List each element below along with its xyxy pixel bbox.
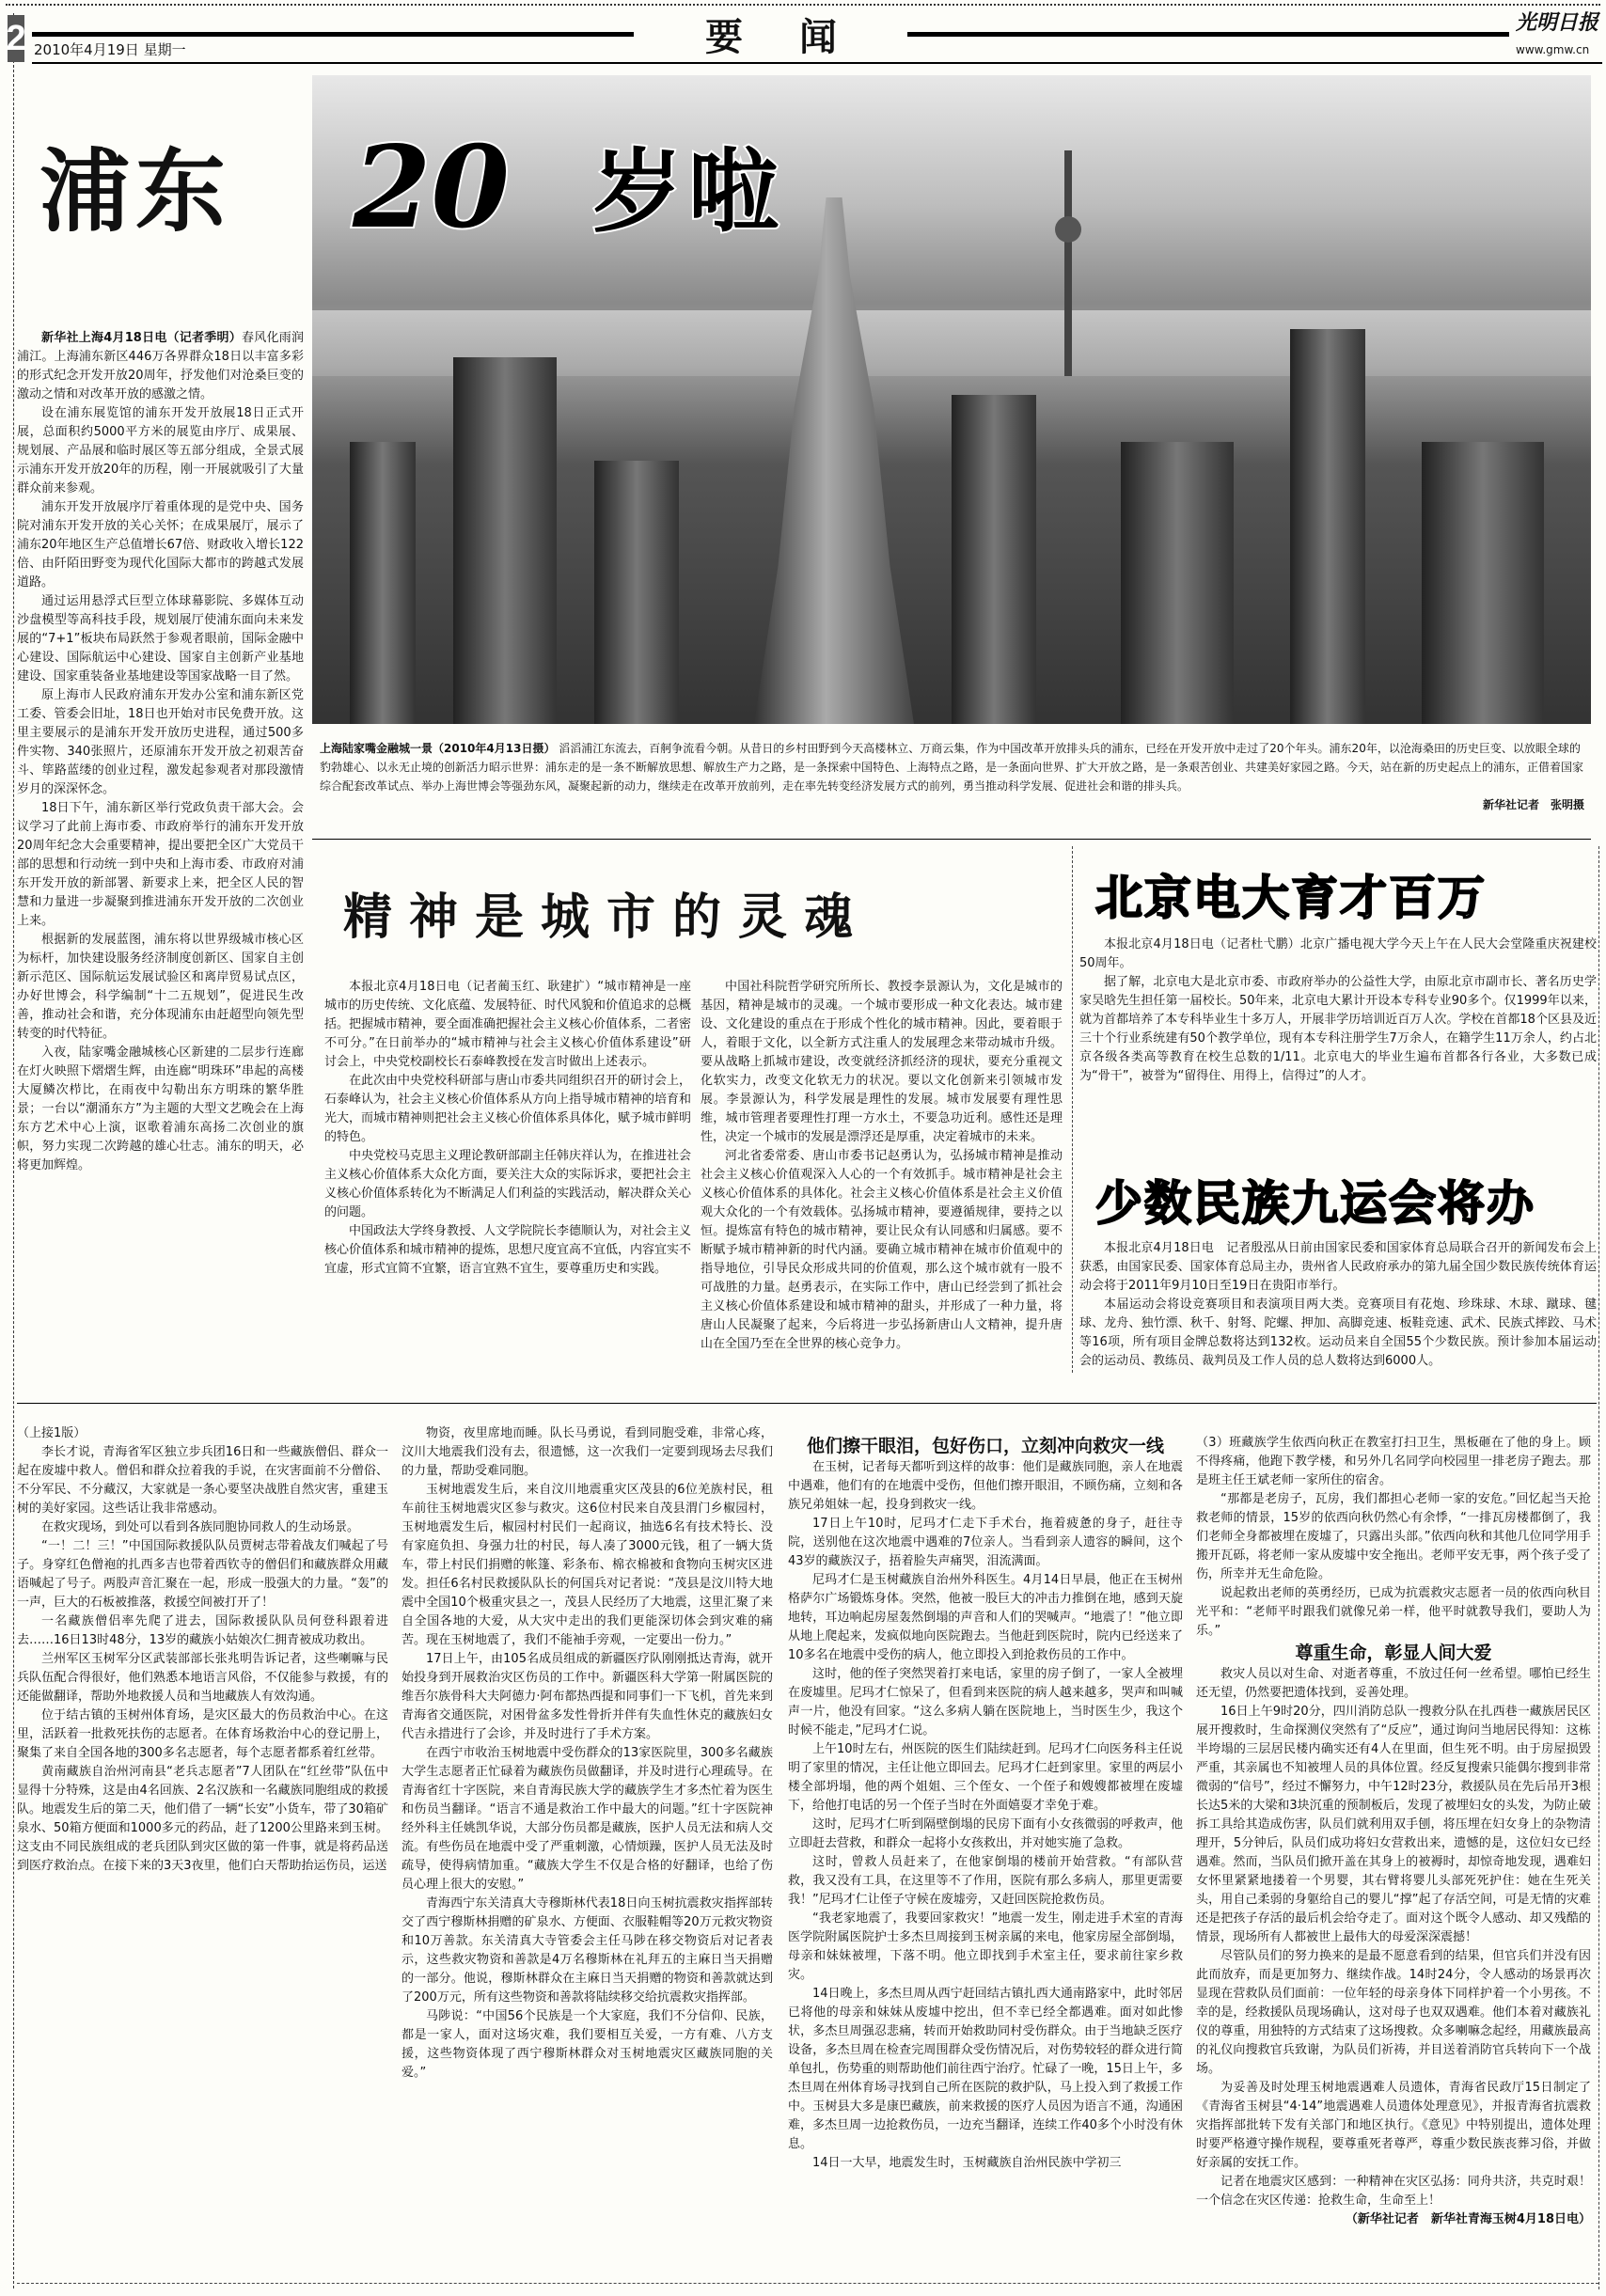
- quake-paragraph: 救灾人员以对生命、对逝者尊重，不放过任何一丝希望。哪怕已经生还无望，仍然要把遗体找到，妥善处理。: [1196, 1667, 1591, 1700]
- section-title: 要闻: [705, 15, 893, 59]
- photo-building: [453, 357, 557, 724]
- ethnic-games-paragraph: 本届运动会将设竞赛项目和表演项目两大类。竞赛项目有花炮、珍珠球、木球、蹴球、毽球、龙舟、独竹漂、秋千、射弩、陀螺、押加、高脚竞速、板鞋竞速、武术、民族式摔跤、马术等16项，所有项目金牌总数将达到132枚。运动员来自全国55个少数民族。预计参加本届运动会的运动员、教练员、裁判员及工作人员的总人数将达到6000人。: [1079, 1297, 1597, 1368]
- quake-paragraph: 玉树地震发生后，来自汶川地震重灾区茂县的6位羌族村民，租车前往玉树地震灾区参与救灾。这6位村民来自茂县渭门乡椒园村，玉树地震发生后，椒园村村民们一起商议，抽选6名有技术特长、没有家庭负担、身强力壮的村民，每人凑了3000元钱，租了一辆大货车，带上村民们捐赠的帐篷、彩条布、棉衣棉被和食物向玉树灾区进发。担任6名村民救援队队长的何国兵对记者说：“茂县是汶川特大地震中全国10个极重灾县之一，茂县人民经历了大地震，这里汇聚了来自全国各地的大爱，从大灾中走出的我们更能深切体会到灾难的痛苦。现在玉树地震了，我们不能袖手旁观，一定要出一份力。”: [402, 1483, 773, 1647]
- lead-dateline: 新华社上海4月18日电（记者季明）: [41, 331, 243, 345]
- lead-headline-part1: 浦东: [39, 142, 231, 243]
- quake-col-2: [402, 1424, 773, 2280]
- quake-paragraph: 在西宁市收治玉树地震中受伤群众的13家医院里，300多名藏族大学生志愿者正忙碌着为藏族伤员做翻译，并及时进行心理疏导。在青海省红十字医院，来自青海民族大学的藏族学生才多杰忙着为医生和伤员当翻译。“语言不通是救治工作中最大的问题。”红十字医院神经外科主任姚凯华说，大部分伤员都是藏族，医护人员无法和病人交流。有些伤员在地震中受了严重刺激，心情烦躁，医护人员无法及时疏导，使得病情加重。“藏族大学生不仅是合格的好翻译，也给了伤员心理上很大的安慰。”: [402, 1746, 773, 1892]
- photo-building: [1290, 329, 1365, 724]
- lead-paragraph: [17, 329, 304, 404]
- quake-paragraph: 在救灾现场，到处可以看到各族同胞协同救人的生动场景。: [41, 1520, 360, 1534]
- city-spirit-col-1: [324, 978, 691, 1279]
- quake-paragraph: 记者在地震灾区感到：一种精神在灾区弘扬：同舟共济，共克时艰！一个信念在灾区传递：抢救生命，生命至上！: [1196, 2175, 1591, 2208]
- tv-university-headline: 北京电大育才百万: [1095, 872, 1487, 924]
- quake-paragraph: 上午10时左右，州医院的医生们陆续赶到。尼玛才仁向医务科主任说明了家里的情况，主任让他立即回去。尼玛才仁赶到家里。家里的两层小楼全部坍塌，他的两个姐姐、三个侄女、一个侄子和嫂嫂都被埋在废墟下，给他打电话的另一个侄子当时在外面嬉耍才幸免于难。: [788, 1742, 1183, 1813]
- column-divider: [1072, 846, 1073, 1373]
- quake-paragraph: 17日上午，由105名成员组成的新疆医疗队刚刚抵达青海，就开始投身到开展救治灾区伤员的工作中。新疆医科大学第一附属医院的维吾尔族骨科大夫阿德力·阿布都热西提和同事们一下飞机，首先来到青海省交通医院，对困骨盆多发性骨折并伴有失血性休克的藏族妇女代吉永措进行了会诊，并及时进行了手术方案。: [402, 1652, 773, 1741]
- lead-paragraph: 浦东开发开放展序厅着重体现的是党中央、国务院对浦东开发开放的关心关怀；在成果展厅，展示了浦东20年地区生产总值增长67倍、财政收入增长122倍、由阡陌田野变为现代化国际大都市的跨越式发展道路。: [17, 500, 304, 590]
- photo-caption: [320, 739, 1584, 814]
- page-right-border: [1598, 846, 1599, 2289]
- city-spirit-paragraph: 中国社科院哲学研究所所长、教授李景源认为，文化是城市的基因，精神是城市的灵魂。一个城市要形成一种文化表达。城市建设、文化建设的重点在于形成个性化的城市精神。因此，要着眼于人，着眼于文化，以全新方式注重人的发展理念来带动城市升级。要从战略上抓城市建设，改变就经济抓经济的现状，要充分重视文化软实力，改变文化软无力的状况。要以文化创新来引领城市发展。李景源认为，科学发展是理性的发展。城市发展要有理性思维，城市管理者要理性打理一方水土，不要急功近利。感性还是理性，决定一个城市的发展是漂浮还是厚重，决定着城市的未来。: [701, 980, 1063, 1144]
- tv-university-paragraph: 本报北京4月18日电（记者杜弋鹏）北京广播电视大学今天上午在人民大会堂隆重庆祝建校50周年。: [1079, 937, 1597, 970]
- caption-text: 滔滔浦江东流去，百舸争流看今朝。从昔日的乡村田野到今天高楼林立、万商云集，作为中国改革开放排头兵的浦东，已经在开发开放中走过了20个年头。浦东20年，以沧海桑田的历史巨变、以放眼全球的豹勃雄心、以永无止境的创新活力昭示世界：浦东走的是一条不断解放思想、解放生产力之路，是一条探索中国特色、上海特点之路，是一条面向世界、扩大开放之路，是一条艰苦创业、共建美好家园之路。今天，站在新的历史起点上的浦东，正借着国家综合配套改革试点、举办上海世博会等强劲东风，凝聚起新的动力，继续走在改革开放前列，走在率先转变经济发展方式的前列，勇当推动科学发展、促进社会和谐的排头兵。: [320, 742, 1584, 793]
- lead-paragraph: 通过运用悬浮式巨型立体球幕影院、多媒体互动沙盘模型等高科技手段，规划展厅使浦东面向未来发展的“7+1”板块布局跃然于参观者眼前，国际金融中心建设、国际航运中心建设、国家自主创新产业基地建设、国家重装备业基地建设等国家战略一目了然。: [17, 594, 304, 684]
- quake-paragraph: 位于结古镇的玉树州体育场，是灾区最大的伤员救治中心。在这里，活跃着一批救死扶伤的志愿者。在体育场救治中心的登记册上，聚集了来自全国各地的300多名志愿者，每个志愿者都系着红丝带。: [17, 1708, 388, 1760]
- quake-paragraph: 14日一大早，地震发生时，玉树藏族自治州民族中学初三: [812, 2156, 1122, 2170]
- ethnic-games-headline: 少数民族九运会将办: [1095, 1177, 1535, 1230]
- section-divider: [17, 1403, 1597, 1404]
- newspaper-logo: 光明日报: [1516, 10, 1599, 35]
- photo-tv-tower-sphere: [1055, 216, 1081, 243]
- quake-subhead: 他们擦干眼泪，包好伤口，立刻冲向救灾一线: [806, 1436, 1164, 1456]
- quake-paragraph: “我老家地震了，我要回家救灾！”地震一发生，刚走进手术室的青海医学院附属医院护士多杰旦周接到玉树亲属的来电，他家房屋全部倒塌，母亲和妹妹被埋，下落不明。他立即找到手术室主任，要求前往家乡救灾。: [788, 1911, 1183, 1982]
- lead-paragraph-text: 春风化雨润浦江。上海浦东新区446万各界群众18日以丰富多彩的形式纪念开发开放20周年，抒发他们对沧桑巨变的激动之情和对改革开放的感激之情。: [17, 331, 304, 401]
- newspaper-url: www.gmw.cn: [1516, 43, 1590, 56]
- photo-building: [1121, 442, 1234, 724]
- quake-paragraph: 为妥善及时处理玉树地震遇难人员遗体，青海省民政厅15日制定了《青海省玉树县“4·14”地震遇难人员遗体处理意见》，并报青海省抗震救灾指挥部批转下发有关部门和地区执行。《意见》中特别提出，遗体处理时要严格遵守操作规程，要尊重死者尊严，尊重少数民族丧葬习俗，并做好亲属的安抚工作。: [1196, 2081, 1591, 2170]
- city-spirit-paragraph: 河北省委常委、唐山市委书记赵勇认为，弘扬城市精神是推动社会主义核心价值观深入人心的一个有效抓手。城市精神是社会主义核心价值体系的具体化。社会主义核心价值体系是社会主义价值观大众化的一个有效载体。弘扬城市精神，要遵循规律，要持之以恒。提炼富有特色的城市精神，要让民众有认同感和归属感。要不断赋予城市精神新的时代内涵。要确立城市精神在城市价值观中的指导地位，引导民众形成共同的价值观，那么这个城市就有一股不可战胜的力量。赵勇表示，在实际工作中，唐山已经尝到了抓社会主义核心价值体系建设和城市精神的甜头，并形成了一种力量，将唐山人民凝聚了起来，今后将进一步弘扬新唐山人文精神，提升唐山在全国乃至在全世界的核心竞争力。: [701, 1149, 1063, 1351]
- caption-divider: [312, 839, 1591, 840]
- lead-paragraph: 入夜，陆家嘴金融城核心区新建的二层步行连廊在灯火映照下熠熠生辉，由连廊“明珠环”串起的高楼大厦鳞次栉比，在雨夜中勾勒出东方明珠的繁华胜景；一台以“潮涌东方”为主题的大型文艺晚会在上海东方艺术中心上演，讴歌着浦东高扬二次创业的旗帜，努力实现二次跨越的雄心壮志。浦东的明天，必将更加辉煌。: [17, 1046, 304, 1172]
- quake-paragraph: 黄南藏族自治州河南县“老兵志愿者”7人团队在“红丝带”队伍中显得十分特殊，这是由4名回族、2名汉族和一名藏族同胞组成的救援队。地震发生后的第二天，他们借了一辆“长安”小货车，带了30箱矿泉水、50箱方便面和1000多元的药品，赶了1200公里路来到玉树。这支由不同民族组成的老兵团队到灾区做的第一件事，就是将药品送到医疗救治点。在接下来的3天3夜里，他们白天帮助抬运伤员，运送: [17, 1765, 388, 1873]
- photo-tv-tower: [1064, 150, 1072, 376]
- quake-paragraph: 16日上午9时20分，四川消防总队一搜救分队在扎西巷一藏族居民区展开搜救时，生命探测仪突然有了“反应”，通过询问当地居民得知：这栋半垮塌的三层居民楼内确实还有4人在里面，但生死不明。由于房屋损毁严重，其亲属也不知被埋人员的具体位置。经反复搜索只能偶尔搜到非常微弱的“信号”，经过不懈努力，中午12时23分，救援队员在先后吊开3根长达5米的大梁和3块沉重的预制板后，发现了被埋妇女的头发，为防止破拆工具给其造成伤害，队员们就利用双手刨，将压埋在妇女身上的杂物清理开，5分钟后，队员们成功将妇女营救出来，遗憾的是，这位妇女已经遇难。然而，当队员们掀开盖在其身上的被褥时，却惊奇地发现，遇难妇女怀里紧紧地搂着一个男婴，其右臂将婴儿头部死死护住：她在生死关头，用自己柔弱的身躯给自己的婴儿“撑”起了存活空间，可是无情的灾难还是把孩子存活的最后机会给夺走了。面对这个既令人感动、却又残酷的情景，现场所有人都被世上最伟大的母爱深深震撼！: [1196, 1705, 1591, 1944]
- quake-paragraph: 物资，夜里席地而睡。队长马勇说，看到同胞受难，非常心疼，汶川大地震我们没有去，很遗憾，这一次我们一定要到现场去尽我们的力量，帮助受难同胞。: [402, 1426, 773, 1478]
- page-top-border: [6, 4, 1600, 6]
- city-spirit-paragraph: 在此次由中央党校科研部与唐山市委共同组织召开的研讨会上，石泰峰认为，社会主义核心价值体系从方向上指导城市精神的培育和光大，而城市精神则把社会主义核心价值体系具体化，赋予城市鲜明的特色。: [324, 1074, 692, 1144]
- caption-title: 上海陆家嘴金融城一景（2010年4月13日摄）: [320, 742, 556, 755]
- ethnic-games-paragraph: 本报北京4月18日电 记者殷泓从日前由国家民委和国家体育总局联合召开的新闻发布会上获悉，由国家民委、国家体育总局主办，贵州省人民政府承办的第九届全国少数民族传统体育运动会将于2011年9月10日至19日在贵阳市举行。: [1079, 1241, 1597, 1293]
- ethnic-games-article: [1079, 1239, 1597, 1371]
- continued-marker: （上接1版）: [17, 1426, 87, 1440]
- quake-paragraph: 17日上午10时，尼玛才仁走下手术台，拖着疲惫的身子，赶往寺院，送别他在这次地震中遇难的7位亲人。当看到亲人遗容的瞬间，这个43岁的藏族汉子，捂着脸失声痛哭，泪流满面。: [788, 1517, 1183, 1568]
- quake-col-1: [17, 1424, 388, 2280]
- tv-university-paragraph: 据了解，北京电大是北京市委、市政府举办的公益性大学，由原北京市副市长、著名历史学家吴晗先生担任第一届校长。50年来，北京电大累计开设本专科专业90多个。仅1999年以来，就为首都培养了本专科毕业生十多万人，开展非学历培训近百万人次。学校在首都18个区县及近三十个行业系统建有50个教学单位，现有本专科注册学生7万余人，在籍学生11万余人，约占北京各级各类高等教育在校生总数的1/11。北京电大的毕业生遍布首都各行各业，大多数已成为“骨干”，被誉为“留得住、用得上，信得过”的人才。: [1079, 975, 1597, 1083]
- quake-paragraph: 兰州军区玉树军分区武装部部长张兆明告诉记者，这些喇嘛与民兵队伍配合得很好，他们熟悉本地语言风俗，不仅能参与救援，有的还能做翻译，帮助外地救援人员和当地藏族人有效沟通。: [17, 1652, 388, 1704]
- masthead-rule-left: [32, 32, 634, 37]
- issue-date: 2010年4月19日 星期一: [34, 41, 186, 58]
- photo-building: [350, 442, 416, 724]
- city-spirit-paragraph: 本报北京4月18日电（记者蔺玉红、耿建扩）“城市精神是一座城市的历史传统、文化底蕴、发展特征、时代风貌和价值追求的总概括。把握城市精神，要全面准确把握社会主义核心价值体系，二者密不可分。”在日前举办的“城市精神与社会主义核心价值体系建设”研讨会上，中央党校副校长石泰峰教授在发言时做出上述表示。: [324, 980, 692, 1069]
- photo-building: [594, 461, 679, 724]
- lead-paragraph: 根据新的发展蓝图，浦东将以世界级城市核心区为标杆，加快建设服务经济制度创新区、国家自主创新示范区、国际航运发展试验区和离岸贸易试点区，办好世博会，科学编制“十二五规划”，促进民生改善，推动社会和谐，充分体现浦东由赶超型向领先型转变的时代特征。: [17, 933, 304, 1041]
- lead-paragraph: 设在浦东展览馆的浦东开发开放展18日正式开展，总面积约5000平方米的展览由序厅、成果展、规划展、产品展和临时展区等五部分组成，全景式展示浦东开发开放20年的历程，刚一开展就吸引了大量群众前来参观。: [17, 406, 304, 495]
- photo-building: [1422, 442, 1544, 724]
- lead-headline-part2: 岁啦: [592, 142, 784, 243]
- quake-paragraph: 马陟说：“中国56个民族是一个大家庭，我们不分信仰、民族，都是一家人，面对这场灾难，我们要相互关爱，一方有难、八方支援，这些物资体现了西宁穆斯林群众对玉树地震灾区藏族同胞的关爱。”: [402, 2009, 773, 2080]
- quake-paragraph: 14日晚上，多杰旦周从西宁赶回结古镇扎西大通南路家中，此时邻居已将他的母亲和妹妹从废墟中挖出，但不幸已经全都遇难。面对如此惨状，多杰旦周强忍悲痛，转而开始救助同村受伤群众。由于当地缺乏医疗设备，多杰旦周在检查完周围群众受伤情况后，对伤势较轻的群众进行简单包扎，伤势重的则帮助他们前往西宁治疗。忙碌了一晚，15日上午，多杰旦周在州体育场寻找到自己所在医院的救护队，马上投入到了救援工作中。玉树县大多是康巴藏族，前来救援的医疗人员因为语言不通，沟通困难，多杰旦周一边抢救伤员，一边充当翻译，连续工作40多个小时没有休息。: [788, 1987, 1183, 2151]
- city-spirit-col-2: [701, 978, 1063, 1363]
- page-number: 2: [8, 15, 24, 62]
- quake-paragraph: 一名藏族僧侣率先爬了进去，国际救援队队员何登科跟着进去……16日13时48分，13岁的藏族小姑娘次仁拥青被成功救出。: [17, 1614, 388, 1647]
- quake-paragraph: 这时，他的侄子突然哭着打来电话，家里的房子倒了，一家人全被埋在废墟里。尼玛才仁惊呆了，但看到来医院的病人越来越多，哭声和叫喊声一片，他没有回家。“这么多病人躺在医院地上，当时医生少，我这个时候不能走，”尼玛才仁说。: [788, 1667, 1183, 1738]
- lead-headline-number: 20: [353, 121, 510, 254]
- quake-paragraph: 在玉树，记者每天都听到这样的故事：他们是藏族同胞，亲人在地震中遇难，他们有的在地震中受伤，但他们擦开眼泪，不顾伤痛，立刻和各族兄弟姐妹一起，投身到救灾一线。: [788, 1460, 1183, 1512]
- masthead-bottom-rule: [32, 62, 1602, 64]
- quake-paragraph: 李长才说，青海省军区独立步兵团16日和一些藏族僧侣、群众一起在废墟中救人。僧侣和群众拉着我的手说，在灾害面前不分僧俗、不分军民、不分藏汉，大家就是一条心要坚决战胜自然灾害，重建玉树的美好家园。这些话让我非常感动。: [17, 1445, 388, 1516]
- tv-university-article: [1079, 936, 1597, 1086]
- lead-paragraph: 原上海市人民政府浦东开发办公室和浦东新区党工委、管委会旧址，18日也开始对市民免费开放。这里主要展示的是浦东开发开放历史进程，通过500多件实物、340张照片，还原浦东开发开放之初艰苦奋斗、筚路蓝缕的创业过程，激发起参观者对那段激情岁月的深深怀念。: [17, 688, 304, 796]
- caption-credit: 新华社记者 张明摄: [1482, 798, 1584, 811]
- city-spirit-paragraph: 中央党校马克思主义理论教研部副主任韩庆祥认为，在推进社会主义核心价值体系大众化方面，要关注大众的实际诉求，要把社会主义核心价值体系转化为不断满足人们利益的实践活动，解决群众关心的问题。: [324, 1149, 692, 1219]
- quake-paragraph: “那都是老房子，瓦房，我们都担心老师一家的安危。”回忆起当天抢救老师的情景，15岁的依西向秋仍然心有余悸，“一排瓦房楼都倒了，我们老师全身都被埋在废墟了，只露出头部。”依西向秋和其他几位同学用手搬开瓦砾，将老师一家从废墟中安全拖出。老师平安无事，两个孩子受了伤，所幸并无生命危险。: [1196, 1492, 1591, 1581]
- lead-article: [17, 329, 304, 1175]
- quake-paragraph: 说起救出老师的英勇经历，已成为抗震救灾志愿者一员的依西向秋目光平和：“老师平时跟我们就像兄弟一样，他平时就教导我们，要助人为乐。”: [1196, 1586, 1591, 1638]
- quake-paragraph: “一！二！三！”中国国际救援队队员贾树志带着战友们喊起了号子。身穿红色僧袍的扎西多吉也带着西钦寺的僧侣们和藏族群众用藏语喊起了号子。两股声音汇聚在一起，形成一股强大的力量。“轰”的一声，巨大的石板被推落，救援空间被打开了！: [17, 1539, 388, 1610]
- masthead-rule-right: [907, 32, 1509, 37]
- page-bottom-border: [17, 2283, 1598, 2284]
- photo-jinmao-tower: [754, 197, 914, 724]
- quake-paragraph: 尼玛才仁是玉树藏族自治州外科医生。4月14日早晨，他正在玉树州格萨尔广场锻炼身体。突然，他被一股巨大的冲击力推倒在地，感到天旋地转，耳边响起房屋轰然倒塌的声音和人们的哭喊声。“地震了！”他立即从地上爬起来，发疯似地向医院跑去。当他赶到医院时，院内已经送来了10多名在地震中受伤的病人，他立即投入到抢救伤员的工作中。: [788, 1573, 1183, 1662]
- photo-building: [952, 395, 1036, 724]
- lead-paragraph: 18日下午，浦东新区举行党政负责干部大会。会议学习了此前上海市委、市政府举行的浦东开发开放20周年纪念大会重要精神，提出要把全区广大党员干部的思想和行动统一到中央和上海市委、市政府对浦东开发开放的新部署、新要求上来，把全区人民的智慧和力量进一步凝聚到推进浦东开发开放的二次创业上来。: [17, 801, 304, 928]
- quake-paragraph: 这时，尼玛才仁听到隔壁倒塌的民房下面有小女孩微弱的呼救声，他立即赶去营救，和群众一起将小女孩救出，并对她实施了急救。: [788, 1817, 1183, 1850]
- quake-paragraph: 尽管队员们的努力换来的是最不愿意看到的结果，但官兵们并没有因此而放弃，而是更加努力、继续作战。14时24分，令人感动的场景再次显现在营救队员们面前：一位年轻的母亲身体下同样护着一个小男孩。不幸的是，经救援队员现场确认，这对母子也双双遇难。他们本着对藏族礼仪的尊重，用独特的方式结束了这场搜救。众多喇嘛念起经，用藏族最高的礼仪向搜救官兵致谢，为队员们祈祷，并目送着消防官兵转向下一个战场。: [1196, 1949, 1591, 2076]
- city-spirit-paragraph: 中国政法大学终身教授、人文学院院长李德顺认为，对社会主义核心价值体系和城市精神的提炼，思想尺度宜高不宜低，内容宜实不宜虚，形式宜简不宜繁，语言宜熟不宜生，要尊重历史和实践。: [324, 1224, 692, 1276]
- quake-col-4: [1196, 1434, 1591, 2280]
- quake-col-3: [788, 1434, 1183, 2280]
- quake-paragraph: 这时，曾救人员赶来了，在他家倒塌的楼前开始营救。“有部队营救，我又没有工具，在这里等不了作用，医院有那么多病人，那里更需要我！”尼玛才仁让侄子守候在废墟旁，又赶回医院抢救伤员。: [788, 1855, 1183, 1907]
- quake-subhead: 尊重生命，彰显人间大爱: [1295, 1643, 1492, 1663]
- city-spirit-headline: 精神是城市的灵魂: [343, 889, 871, 946]
- quake-paragraph: （3）班藏族学生依西向秋正在教室打扫卫生，黑板砸在了他的身上。顾不得疼痛，他跑下教学楼，和另外几名同学向校园里一排老房子跑去。那是班主任王斌老师一家所住的宿舍。: [1196, 1436, 1591, 1487]
- quake-credit: （新华社记者 新华社青海玉树4月18日电）: [1345, 2212, 1591, 2226]
- quake-paragraph: 青海西宁东关清真大寺穆斯林代表18日向玉树抗震救灾指挥部转交了西宁穆斯林捐赠的矿泉水、方便面、衣服鞋帽等20万元救灾物资和10万善款。东关清真大寺管委会主任马陟在移交物资后对记者表示，这些救灾物资和善款是4万名穆斯林在礼拜五的主麻日当天捐赠的一部分。他说，穆斯林群众在主麻日当天捐赠的物资和善款就达到了200万元，所有这些物资和善款将陆续移交给抗震救灾指挥部。: [402, 1896, 773, 2005]
